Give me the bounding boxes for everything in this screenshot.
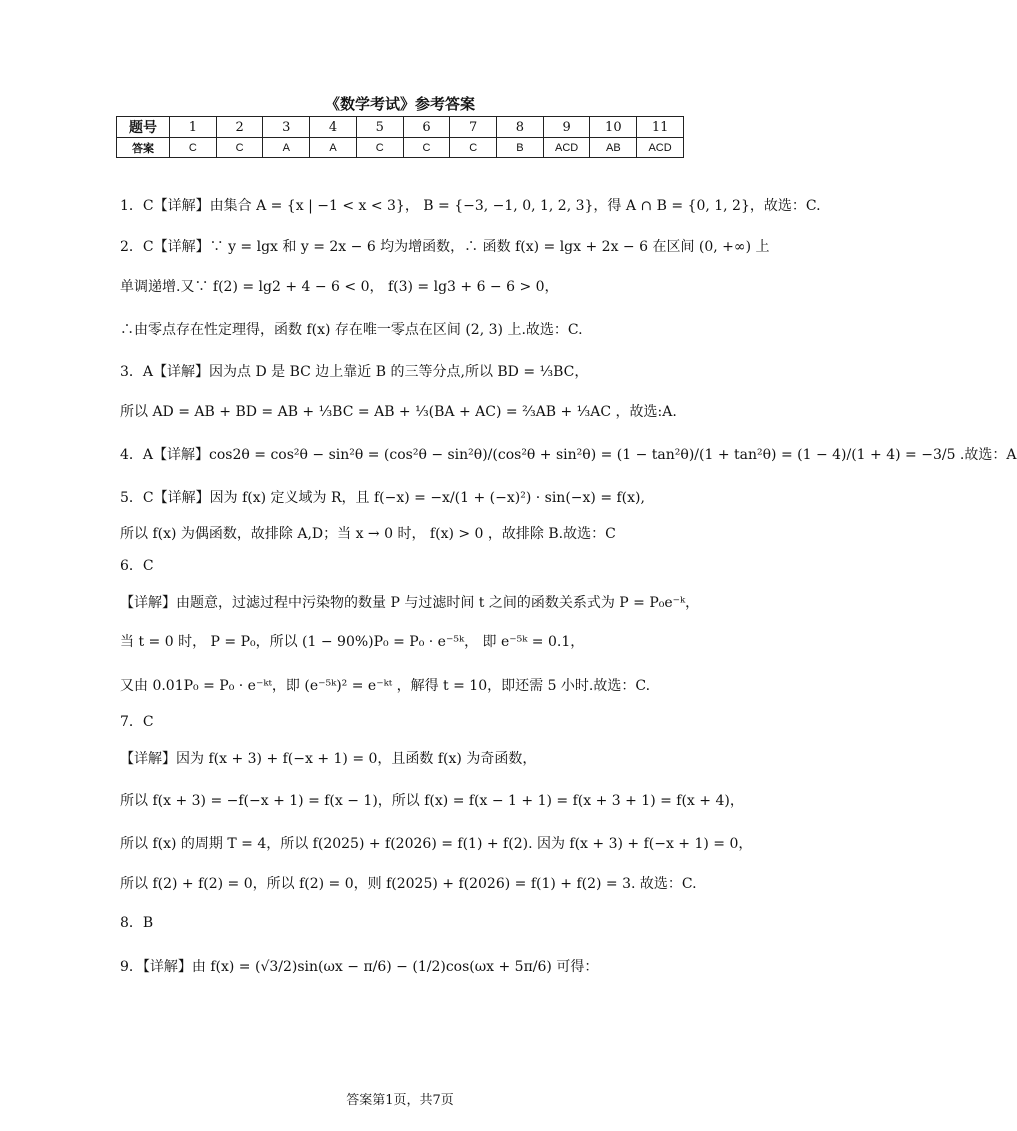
page-footer: 答案第1页，共7页: [346, 1093, 454, 1108]
answer-cell: B: [497, 138, 544, 158]
solution-line-q7-detail: 【详解】因为 f(x + 3) + f(−x + 1) = 0，且函数 f(x) 为奇函数，: [120, 751, 537, 767]
solution-line-q7: 7．C: [120, 714, 154, 730]
answer-cell: C: [216, 138, 263, 158]
answer-cell: C: [450, 138, 497, 158]
solution-line-q2-cont: 单调递增.又∵ f(2) = lg2 + 4 − 6 < 0， f(3) = lg3 + 6 − 6 > 0，: [120, 279, 559, 295]
solution-line-q2-conclusion: ∴由零点存在性定理得，函数 f(x) 存在唯一零点在区间 (2, 3) 上.故选：C.: [120, 322, 583, 338]
answer-cell: A: [263, 138, 310, 158]
answer-cell: ACD: [543, 138, 590, 158]
solution-line-q3-cont: 所以 AD = AB + BD = AB + ⅓BC = AB + ⅓(BA + AC) = ⅔AB + ⅓AC ，故选:A.: [120, 404, 677, 420]
solution-line-q7-conclusion: 所以 f(2) + f(2) = 0，所以 f(2) = 0，则 f(2025) + f(2026) = f(1) + f(2) = 3. 故选：C.: [120, 876, 697, 892]
solution-line-q2: 2．C【详解】∵ y = lgx 和 y = 2x − 6 均为增函数，∴ 函数 f(x) = lgx + 2x − 6 在区间 (0, +∞) 上: [120, 239, 770, 255]
question-number: 2: [216, 117, 263, 138]
table-header-row: [117, 117, 684, 138]
answer-cell: ACD: [637, 138, 684, 158]
solution-line-q5-cont: 所以 f(x) 为偶函数，故排除 A,D；当 x → 0 时， f(x) > 0 ，故排除 B.故选：C: [120, 526, 616, 542]
answer-cell: AB: [590, 138, 637, 158]
table-answer-row: [117, 138, 684, 158]
question-number: 9: [543, 117, 590, 138]
question-number: 1: [170, 117, 217, 138]
answer-cell: A: [310, 138, 357, 158]
solution-line-q7-period: 所以 f(x) 的周期 T = 4，所以 f(2025) + f(2026) = f(1) + f(2). 因为 f(x + 3) + f(−x + 1) = 0，: [120, 836, 753, 852]
question-number: 8: [497, 117, 544, 138]
answer-cell: C: [403, 138, 450, 158]
answer-cell: C: [356, 138, 403, 158]
solution-line-q6: 6．C: [120, 558, 154, 574]
question-number: 11: [637, 117, 684, 138]
solution-line-q6-detail: 【详解】由题意，过滤过程中污染物的数量 P 与过滤时间 t 之间的函数关系式为 P = P₀e⁻ᵏ，: [120, 595, 700, 611]
solution-line-q8: 8．B: [120, 915, 154, 931]
row-label-answer: 答案: [117, 138, 170, 158]
solution-line-q4: 4．A【详解】cos2θ = cos²θ − sin²θ = (cos²θ − sin²θ)/(cos²θ + sin²θ) = (1 − tan²θ)/(1 + tan²θ) = (1 − 4)/(1 + 4) = −3/5 .故选：A: [120, 447, 1017, 463]
answer-cell: C: [170, 138, 217, 158]
question-number: 5: [356, 117, 403, 138]
question-number: 3: [263, 117, 310, 138]
solution-line-q5: 5．C【详解】因为 f(x) 定义域为 R，且 f(−x) = −x/(1 + (−x)²) · sin(−x) = f(x),: [120, 490, 645, 506]
question-number: 6: [403, 117, 450, 138]
question-number: 4: [310, 117, 357, 138]
answer-table: [116, 116, 684, 158]
page-title: 《数学考试》参考答案: [324, 95, 475, 113]
solution-line-q7-cont: 所以 f(x + 3) = −f(−x + 1) = f(x − 1)，所以 f(x) = f(x − 1 + 1) = f(x + 3 + 1) = f(x + 4)，: [120, 793, 744, 809]
solution-line-q3: 3．A【详解】因为点 D 是 BC 边上靠近 B 的三等分点,所以 BD = ⅓BC，: [120, 364, 589, 380]
question-number: 7: [450, 117, 497, 138]
question-number: 10: [590, 117, 637, 138]
solution-line-q1: 1．C【详解】由集合 A = {x | −1 < x < 3}， B = {−3, −1, 0, 1, 2, 3}，得 A ∩ B = {0, 1, 2}，故选：C.: [120, 198, 821, 214]
solution-line-q6-conclusion: 又由 0.01P₀ = P₀ · e⁻ᵏᵗ，即 (e⁻⁵ᵏ)² = e⁻ᵏᵗ ，解得 t = 10，即还需 5 小时.故选：C.: [120, 678, 651, 694]
solution-line-q6-cont: 当 t = 0 时， P = P₀，所以 (1 − 90%)P₀ = P₀ · e⁻⁵ᵏ， 即 e⁻⁵ᵏ = 0.1，: [120, 634, 585, 650]
solution-line-q9: 9．【详解】由 f(x) = (√3/2)sin(ωx − π/6) − (1/2)cos(ωx + 5π/6) 可得：: [120, 959, 599, 975]
row-label-question: 题号: [117, 117, 170, 138]
